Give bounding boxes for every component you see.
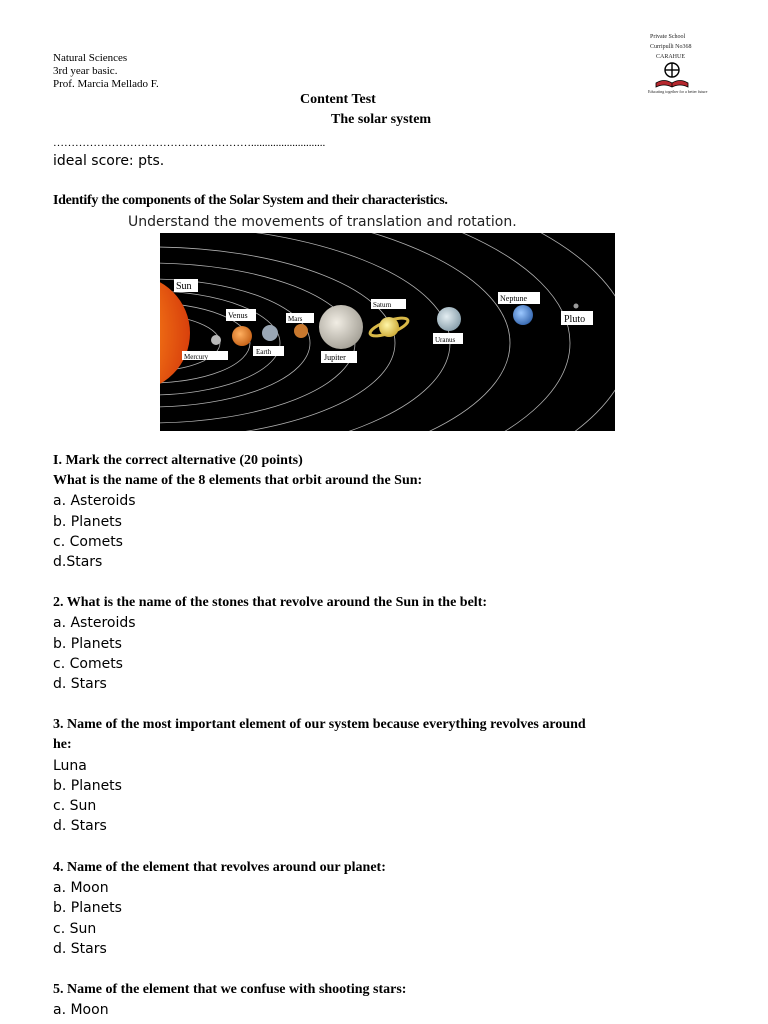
page-subtitle: The solar system <box>331 112 432 127</box>
label-mercury <box>182 351 228 361</box>
q4-option-c[interactable]: c. Sun <box>53 921 97 937</box>
label-jupiter <box>321 351 357 363</box>
neptune-shape <box>513 305 533 325</box>
svg-text:Mercury: Mercury <box>184 353 209 361</box>
label-saturn <box>371 299 406 309</box>
label-sun <box>174 279 198 292</box>
ideal-score: ideal score: pts. <box>53 153 165 169</box>
label-mars <box>286 313 314 323</box>
venus-shape <box>232 326 252 346</box>
earth-shape <box>262 325 278 341</box>
instruction-main: Identify the components of the Solar System and their characteristics. <box>53 193 448 208</box>
name-line: ………………………………………………........................... <box>53 137 326 149</box>
q5-option-a[interactable]: a. Moon <box>53 1002 109 1018</box>
q3-option-c[interactable]: c. Sun <box>53 798 97 814</box>
svg-text:Jupiter: Jupiter <box>324 353 346 362</box>
school-logo <box>632 32 708 98</box>
question-2: 2. What is the name of the stones that revolve around the Sun in the belt: <box>53 595 488 610</box>
q2-option-c[interactable]: c. Comets <box>53 656 123 672</box>
svg-text:Mars: Mars <box>288 315 303 323</box>
grade-line: 3rd year basic. <box>53 65 118 77</box>
q3-option-a[interactable]: Luna <box>53 758 87 774</box>
svg-text:Uranus: Uranus <box>435 336 456 344</box>
question-4: 4. Name of the element that revolves around our planet: <box>53 860 386 875</box>
logo-line-1: Private School <box>650 34 686 40</box>
teacher-line: Prof. Marcia Mellado F. <box>53 78 159 90</box>
question-3: 3. Name of the most important element of our system because everything revolves around <box>53 717 586 732</box>
q4-option-d[interactable]: d. Stars <box>53 941 107 957</box>
q3-option-d[interactable]: d. Stars <box>53 818 107 834</box>
q2-option-d[interactable]: d. Stars <box>53 676 107 692</box>
svg-text:Venus: Venus <box>228 311 248 320</box>
question-1: What is the name of the 8 elements that orbit around the Sun: <box>53 473 423 488</box>
q2-option-b[interactable]: b. Planets <box>53 636 122 652</box>
pluto-shape <box>574 304 579 309</box>
mercury-shape <box>211 335 221 345</box>
svg-text:Pluto: Pluto <box>564 314 586 325</box>
label-neptune <box>498 292 540 304</box>
jupiter-shape <box>319 305 363 349</box>
label-venus <box>226 309 256 321</box>
svg-text:Earth: Earth <box>256 348 272 356</box>
logo-line-2: Curripulli No368 <box>650 44 692 50</box>
q1-option-b[interactable]: b. Planets <box>53 514 122 530</box>
instruction-sub: Understand the movements of translation and rotation. <box>128 214 517 230</box>
page-title: Content Test <box>300 92 376 107</box>
label-earth <box>253 346 284 356</box>
q4-option-a[interactable]: a. Moon <box>53 880 109 896</box>
svg-text:Neptune: Neptune <box>500 294 528 303</box>
section-heading: I. Mark the correct alternative (20 points) <box>53 453 303 468</box>
q1-option-c[interactable]: c. Comets <box>53 534 123 550</box>
uranus-shape <box>437 307 461 331</box>
label-pluto <box>561 311 593 325</box>
label-uranus <box>433 333 463 344</box>
q2-option-a[interactable]: a. Asteroids <box>53 615 136 631</box>
subject-line: Natural Sciences <box>53 52 128 64</box>
solar-system-image <box>160 233 615 431</box>
question-3-cont: he: <box>53 737 72 752</box>
q1-option-a[interactable]: a. Asteroids <box>53 493 136 509</box>
book-cross-icon <box>650 61 694 91</box>
q3-option-b[interactable]: b. Planets <box>53 778 122 794</box>
svg-text:Sun: Sun <box>176 281 192 292</box>
q1-option-d[interactable]: d.Stars <box>53 554 103 570</box>
question-5: 5. Name of the element that we confuse with shooting stars: <box>53 982 407 997</box>
q4-option-b[interactable]: b. Planets <box>53 900 122 916</box>
logo-line-4: Educating together for a better future <box>648 89 708 94</box>
svg-text:Saturn: Saturn <box>373 301 392 309</box>
mars-shape <box>294 324 308 338</box>
logo-line-3: CARAHUE <box>656 54 686 60</box>
